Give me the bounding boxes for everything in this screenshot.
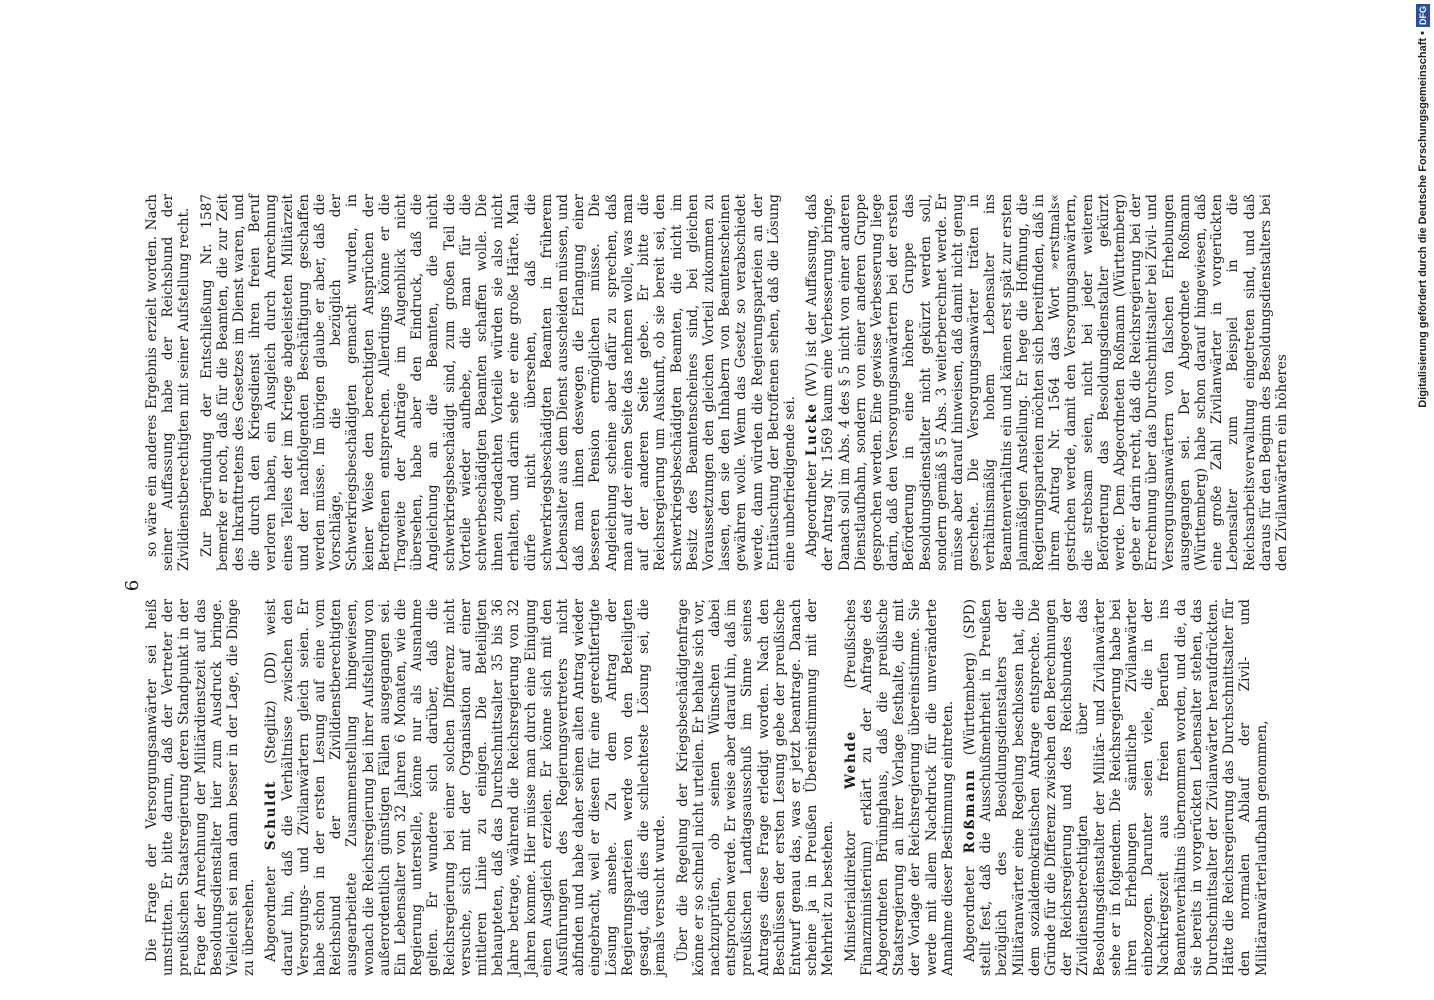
paragraph [843,599,956,976]
paragraph-text: Zur Begründung der Entschließung Nr. 1587 bemerke er noch, daß für die Beamten, die zur Zeit des Inkrafttretens des Gesetzes im Dienst waren, und die durch den Kriegsdienst ihren freien Beruf verloren haben, ein Ausgleich durch Anrechnung eines Teiles der im Kriege abgeleisteten Militärzeit und der nachfolgenden Beschäftigung geschaffen werden müsse. Im übrigen glaube er aber, daß die Vorschläge, die bezüglich der Schwerkriegsbeschädigten gemacht wurden, in keiner Weise den berechtigten Ansprüchen der Betroffenen entsprechen. Allerdings könne er die Tragweite der Anträge im Augenblick nicht übersehen, habe aber den Eindruck, daß die Angleichung an die Beamten, die nicht schwerkriegsbeschädigt sind, zum großen Teil die Vorteile wieder aufhebe, die man für die schwerbeschädigten Beamten schaffen wolle. Die ihnen zugedachten Vorteile würden sie also nicht erhalten, und darin sehe er eine große Härte. Man dürfe nicht übersehen, daß die schwerkriegsbeschädigten Beamten in früherem Lebensalter aus dem Dienst ausscheiden müssen, und daß man ihnen deswegen die Erlangung einer besseren Pension ermöglichen müsse. Die Angleichung scheine aber dafür zu sprechen, daß man auf der einen Seite das nehmen wolle, was man auf der anderen Seite gebe. Er bitte die Reichsregierung um Auskunft, ob sie bereit sei, den schwerkriegsbeschädigten Beamten, die nicht im Besitz des Beamtenscheines sind, bei gleichen Voraussetzungen den gleichen Vorteil zukommen zu lassen, den sie den Inhabern von Beamtenscheinen gewähren wolle. Wenn das Gesetz so verabschiedet werde, dann würden die Regierungsparteien an der Enttäuschung der Betroffenen sehen, daß die Lösung eine unbefriedigende sei. [198,194,798,571]
paragraph-lead: Abgeordneter [804,456,821,557]
paragraph [962,599,1270,976]
speaker-name: Lucke [804,402,821,457]
scanned-page [122,180,1291,990]
paragraph-text: (WV) ist der Auffassung, daß der Antrag Nr. 1569 kaum eine Verbesserung bringe. Danach soll im Abs. 4 des § 5 nicht von einer anderen Dienstlaufbahn, sondern von einer anderen Gruppe gesprochen werden. Eine gewisse Verbesserung liege darin, daß den Versorgungsanwärtern bei der ersten Beförderung in eine höhere Gruppe das Besoldungsdienstalter nicht gekürzt werden soll, sondern gemäß § 5 Abs. 3 weiterberechnet werde. Er müsse aber darauf hinweisen, daß damit nicht genug geschehe. Die Versorgungsanwärter träten in verhältnismäßig hohem Lebensalter ins Beamtenverhältnis ein und kämen erst spät zur ersten planmäßigen Anstellung. Er hege die Hoffnung, die Regierungsparteien möchten sich bereitfinden, daß in ihrem Antrag Nr. 1564 das Wort »erstmals« gestrichen werde, damit den Versorgungsanwärtern, die strebsam seien, nicht bei jeder weiteren Beförderung das Besoldungsdienstalter gekürzt werde. Dem Abgeordneten Roßmann (Württemberg) gebe er darin recht, daß die Reichsregierung bei der Errechnung über das Durchschnittsalter bei Zivil- und Versorgungsanwärtern von falschen Erhebungen ausgegangen sei. Der Abgeordnete Roßmann (Württemberg) habe schon darauf hingewiesen, daß eine große Zahl Zivilanwärter in vorgerückten Lebensalter zum Beispiel in die Reichsarbeitsverwaltung eingetreten sind, und daß daraus für den Beginn des Besoldungsdienstalters bei den Zivilanwärtern ein höheres [804,194,1291,571]
paragraph-text: Über die Regelung der Kriegsbeschädigtenfrage könne er so schnell nicht urteilen. Er behalte sich vor, nachzuprüfen, ob seinen Wünschen dabei entsprochen werde. Er weise aber darauf hin, daß im preußischen Landtagsausschuß im Sinne seines Antrages diese Frage erledigt worden. Nach den Beschlüssen der ersten Lesung gebe der preußische Entwurf genau das, was er jetzt beantrage. Danach scheine ja in Preußen Übereinstimmung mit der Mehrheit zu bestehen. [674,599,837,976]
speaker-name: Roßmann [961,768,978,854]
paragraph-text: (Steglitz) (DD) weist darauf hin, daß die Verhältnisse zwischen den Versorgungs- und Zivilanwärtern gleich seien. Er habe schon in der ersten Lesung auf eine vom Reichsbund der Zivildienstberechtigten ausgearbeitete Zusammenstellung hingewiesen, wonach die Reichsregierung bei ihrer Aufstellung von außerordentlich günstigen Fällen ausgegangen sei. Ein Lebensalter von 32 Jahren 6 Monaten, wie die Regierung unterstelle, könne nur als Ausnahme gelten. Er wundere sich darüber, daß die Reichsregierung bei einer solchen Differenz nicht versuche, sich mit der Organisation auf einer mittleren Linie zu einigen. Die Beteiligten behaupteten, daß das Durchschnittsalter 35 bis 36 Jahre betrage, während die Reichsregierung von 32 Jahren komme. Hier müsse man durch eine Einigung einen Ausgleich erzielen. Er könne sich mit den Ausführungen des Regierungsvertreters nicht abfinden und habe daher seinen alten Antrag wieder eingebracht, weil er diesen für eine gerechtfertigte Lösung ansehe. Zu dem Antrag der Regierungsparteien werde von den Beteiligten gesagt, daß dies die schlechteste Lösung sei, die jemals versucht wurde. [263,599,669,976]
paragraph [804,194,1290,571]
paragraph-text: so wäre ein anderes Ergebnis erzielt worden. Nach seiner Auffassung habe der Reichsbund der Zivildienstberechtigten mit seiner Aufstellung recht. [144,194,193,571]
paragraph-lead: Ministerialdirektor [842,789,859,962]
paragraph-lead: Abgeordneter [263,850,280,962]
paragraph [675,599,837,976]
text-columns [144,194,1291,976]
page-number: 6 [122,578,143,592]
paragraph-text: (Württemberg) (SPD) stellt fest, daß die Ausschußmehrheit in Preußen bezüglich des Besoldungsdienstalters der Militäranwärter eine Regelung beschlossen hat, die dem sozialdemokratischen Antrage entspreche. Die Gründe für die Differenz zwischen den Berechnungen der Reichsregierung und des Reichsbundes der Zivildienstberechtigten über das Besoldungsdienstalter der Militär- und Zivilanwärter sehe er in folgendem. Die Reichsregierung habe bei ihren Erhebungen sämtliche Zivilanwärter einbezogen. Darunter seien viele, die in der Nachkriegszeit aus freien Berufen ins Beamtenverhältnis übernommen worden, und die, da sie bereits in vorgerückten Lebensalter stehen, das Durchschnittsalter der Zivilanwärter heraufdrückten. Hätte die Reichsregierung das Durchschnittsalter für den normalen Ablauf der Zivil- und Militäranwärterlaufbahn genommen, [961,599,1270,976]
paragraph [199,194,799,571]
paragraph [144,194,193,571]
paragraph-lead: Abgeordneter [961,853,978,962]
right-column [144,194,1291,571]
paragraph-text: Die Frage der Versorgungsanwärter sei heiß umstritten. Er bitte darum, daß der Vertreter der preußischen Staatsregierung deren Standpunkt in der Frage der Anrechnung der Militärdienstzeit auf das Besoldungsdienstalter hier zum Ausdruck bringe. Vielleicht sei man dann besser in der Lage, die Dinge zu übersehen. [144,599,258,976]
left-column [144,599,1270,976]
dfg-credit [1416,4,1430,794]
paragraph-text: (Preußisches Finanzministerium) erklärt zu der Anfrage des Abgeordneten Brüninghaus, daß die preußische Staatsregierung an ihrer Vorlage festhalte, die mit der Vorlage der Reichsregierung übereinstimme. Sie werde mit allem Nachdruck für die unveränderte Annahme dieser Bestimmung eintreten. [842,599,956,976]
speaker-name: Wehde [842,730,859,790]
speaker-name: Schuldt [263,780,280,851]
paragraph [144,599,257,976]
dfg-credit-text: Digitalisierung gefördert durch die Deutsche Forschungsgemeinschaft • [1417,31,1429,408]
paragraph [263,599,668,976]
dfg-logo: DFG [1418,6,1428,25]
